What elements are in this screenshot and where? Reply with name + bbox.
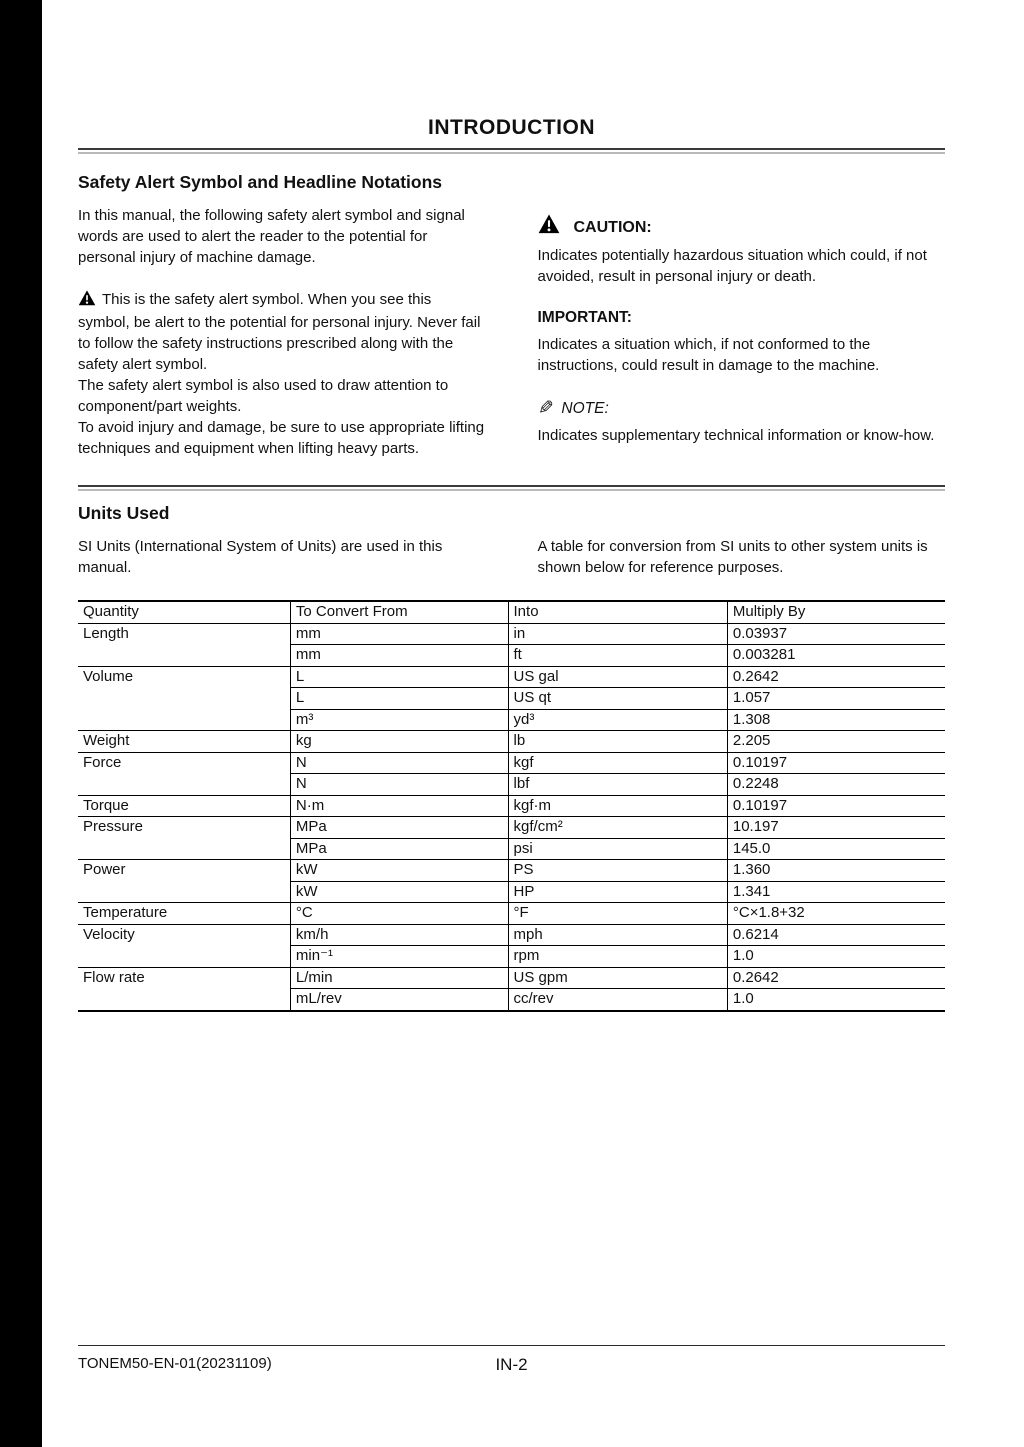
into-cell: psi (508, 838, 727, 860)
into-cell: mph (508, 924, 727, 946)
units-left-text: SI Units (International System of Units) are used in this manual. (78, 538, 443, 576)
conversion-table-body (78, 623, 945, 1011)
col-header-from: To Convert From (290, 601, 508, 623)
multiply-cell: 0.03937 (727, 623, 945, 645)
quantity-cell (78, 838, 290, 860)
from-cell: N·m (290, 795, 508, 817)
safety-columns (78, 205, 945, 459)
note-label: NOTE: (561, 400, 609, 417)
safety-symbol-text: This is the safety alert symbol. When you see this symbol, be alert to the potential for personal injury. Never fail to follow the safety instructions prescribed along with the safety alert symbol. (78, 291, 481, 373)
multiply-cell: 1.0 (727, 989, 945, 1011)
multiply-cell: 1.0 (727, 946, 945, 968)
table-row (78, 623, 945, 645)
multiply-cell: 0.2642 (727, 967, 945, 989)
quantity-cell (78, 709, 290, 731)
table-row (78, 774, 945, 796)
units-left-column (78, 536, 486, 578)
from-cell: L/min (290, 967, 508, 989)
from-cell: kW (290, 881, 508, 903)
important-text: Indicates a situation which, if not conformed to the instructions, could result in damage to the machine. (537, 336, 880, 374)
table-row (78, 838, 945, 860)
quantity-cell: Force (78, 752, 290, 774)
multiply-cell: 10.197 (727, 817, 945, 839)
multiply-cell: 145.0 (727, 838, 945, 860)
from-cell: min⁻¹ (290, 946, 508, 968)
into-cell: PS (508, 860, 727, 882)
safety-section-heading: Safety Alert Symbol and Headline Notations (78, 172, 443, 192)
from-cell: kW (290, 860, 508, 882)
from-cell: °C (290, 903, 508, 925)
safety-symbol-line2: The safety alert symbol is also used to draw attention to component/part weights. (78, 377, 449, 415)
from-cell: kg (290, 731, 508, 753)
from-cell: mL/rev (290, 989, 508, 1011)
footer-page-number: IN-2 (495, 1355, 528, 1374)
quantity-cell (78, 774, 290, 796)
table-row (78, 688, 945, 710)
table-row (78, 731, 945, 753)
table-row (78, 817, 945, 839)
units-columns (78, 536, 945, 578)
conversion-table (78, 600, 945, 1012)
quantity-cell: Weight (78, 731, 290, 753)
binding-edge-bar (0, 0, 42, 1447)
into-cell: rpm (508, 946, 727, 968)
page-footer (78, 1345, 945, 1372)
title-rule (78, 148, 945, 154)
into-cell: lb (508, 731, 727, 753)
table-row (78, 709, 945, 731)
multiply-cell: 1.057 (727, 688, 945, 710)
multiply-cell: 1.360 (727, 860, 945, 882)
units-right-text: A table for conversion from SI units to other system units is shown below for reference purposes. (537, 538, 928, 576)
into-cell: US qt (508, 688, 727, 710)
multiply-cell: 0.003281 (727, 645, 945, 667)
multiply-cell: 0.2248 (727, 774, 945, 796)
table-row (78, 989, 945, 1011)
quantity-cell (78, 645, 290, 667)
quantity-cell: Length (83, 624, 129, 642)
into-cell: cc/rev (508, 989, 727, 1011)
safety-alert-icon (78, 290, 96, 312)
col-header-into: Into (508, 601, 727, 623)
quantity-cell: Volume (78, 666, 290, 688)
from-cell: m³ (290, 709, 508, 731)
safety-symbol-paragraph (78, 289, 486, 375)
into-cell: °F (508, 903, 727, 925)
table-row (78, 903, 945, 925)
into-cell: yd³ (508, 709, 727, 731)
from-cell: MPa (290, 817, 508, 839)
units-rule (78, 485, 945, 491)
into-cell: HP (508, 881, 727, 903)
note-icon: ✎ (537, 398, 554, 419)
quantity-cell: Pressure (78, 817, 290, 839)
quantity-cell: Flow rate (78, 967, 290, 989)
table-row (78, 645, 945, 667)
safety-left-column (78, 205, 486, 459)
units-section-heading: Units Used (78, 503, 170, 523)
quantity-cell: Temperature (78, 903, 290, 925)
multiply-cell: 0.10197 (727, 752, 945, 774)
page-content (78, 0, 945, 1012)
from-cell: MPa (290, 838, 508, 860)
quantity-cell: Velocity (78, 924, 290, 946)
quantity-cell: Power (78, 860, 290, 882)
into-cell: US gal (508, 666, 727, 688)
footer-doc-code: TONEM50-EN-01(20231109) (78, 1355, 272, 1372)
into-cell: kgf (508, 752, 727, 774)
col-header-quantity: Quantity (78, 601, 290, 623)
table-row (78, 860, 945, 882)
from-cell: N (290, 752, 508, 774)
safety-symbol-line3: To avoid injury and damage, be sure to use appropriate lifting techniques and equipment when lifting heavy parts. (78, 419, 485, 457)
into-cell: lbf (508, 774, 727, 796)
table-row (78, 666, 945, 688)
into-cell: kgf·m (508, 795, 727, 817)
table-row (78, 967, 945, 989)
multiply-cell: 1.308 (727, 709, 945, 731)
quantity-cell (78, 946, 290, 968)
from-cell: N (290, 774, 508, 796)
from-cell: mm (290, 623, 508, 645)
from-cell: mm (290, 645, 508, 667)
multiply-cell: 1.341 (727, 881, 945, 903)
table-row (78, 881, 945, 903)
table-row (78, 752, 945, 774)
from-cell: km/h (290, 924, 508, 946)
into-cell: kgf/cm² (508, 817, 727, 839)
from-cell: L (290, 666, 508, 688)
safety-right-column (538, 205, 946, 459)
note-heading (538, 398, 946, 419)
table-row (78, 795, 945, 817)
caution-label: CAUTION: (573, 218, 652, 236)
multiply-cell: 2.205 (727, 731, 945, 753)
quantity-cell (78, 688, 290, 710)
caution-heading (538, 214, 946, 240)
important-label: IMPORTANT: (537, 309, 632, 326)
quantity-cell (78, 881, 290, 903)
table-row (78, 924, 945, 946)
multiply-cell: °C×1.8+32 (727, 903, 945, 925)
safety-intro-paragraph: In this manual, the following safety alert symbol and signal words are used to alert the reader to the potential for personal injury of machine damage. (78, 207, 465, 266)
caution-icon (538, 214, 560, 240)
into-cell: US gpm (508, 967, 727, 989)
note-text: Indicates supplementary technical information or know-how. (537, 427, 935, 444)
into-cell: in (508, 623, 727, 645)
page-title: INTRODUCTION (428, 116, 595, 139)
multiply-cell: 0.2642 (727, 666, 945, 688)
multiply-cell: 0.6214 (727, 924, 945, 946)
multiply-cell: 0.10197 (727, 795, 945, 817)
table-row (78, 946, 945, 968)
col-header-multiply: Multiply By (727, 601, 945, 623)
quantity-cell: Torque (78, 795, 290, 817)
from-cell: L (290, 688, 508, 710)
units-right-column (538, 536, 946, 578)
table-header-row (78, 601, 945, 623)
caution-text: Indicates potentially hazardous situation which could, if not avoided, result in personal injury or death. (537, 247, 927, 285)
quantity-cell (78, 989, 290, 1011)
into-cell: ft (508, 645, 727, 667)
